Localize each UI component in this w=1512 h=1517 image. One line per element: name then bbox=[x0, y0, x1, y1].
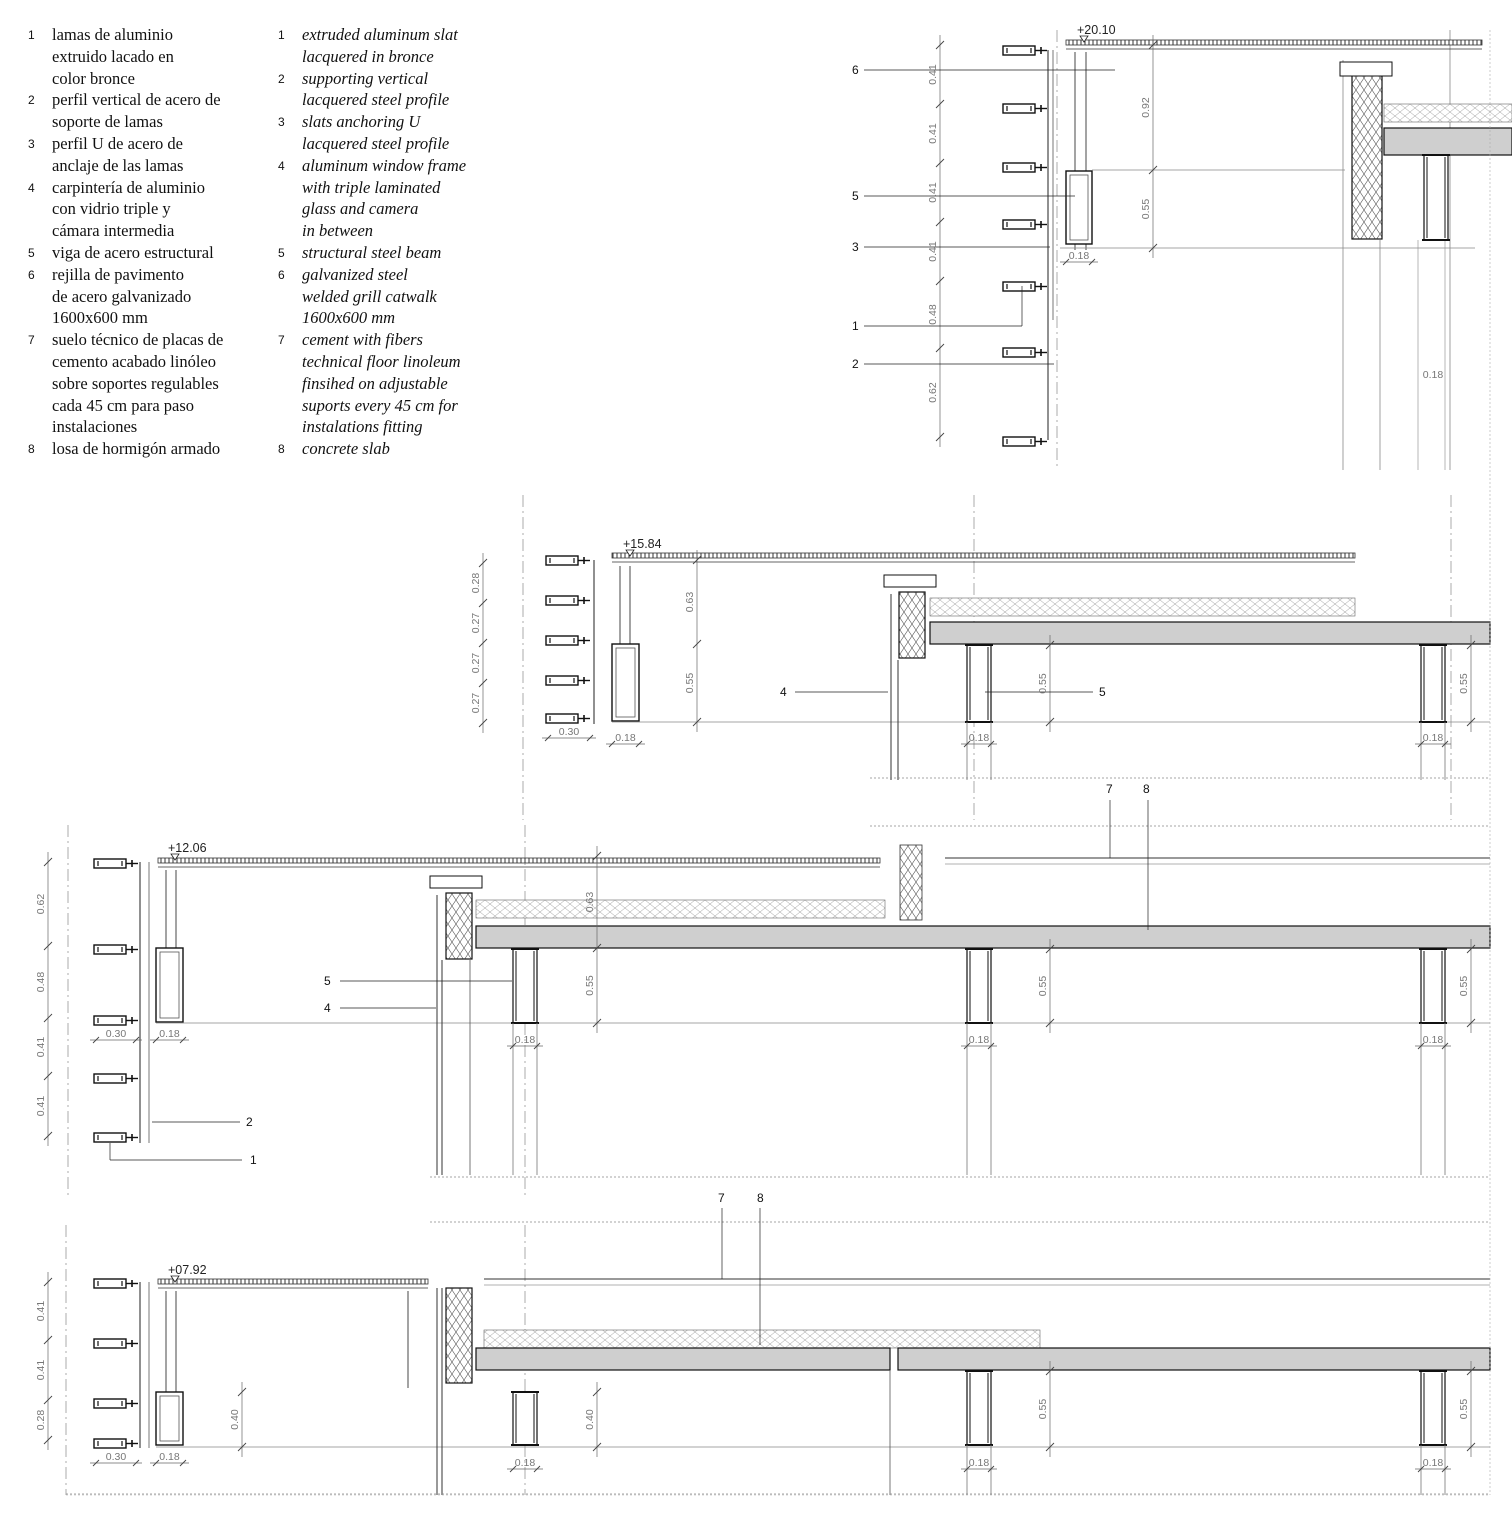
legend-line: cada 45 cm para paso bbox=[52, 395, 195, 415]
steel-beam bbox=[1421, 645, 1445, 722]
legend-number: 2 bbox=[278, 71, 285, 86]
legend-line: lacquered steel profile bbox=[302, 90, 450, 110]
legend-line: suports every 45 cm for bbox=[302, 395, 458, 415]
grill-catwalk bbox=[158, 1279, 428, 1284]
dim-label-s1: 0.48 bbox=[927, 304, 939, 325]
dim-label-s3: 0.62 bbox=[35, 893, 47, 915]
dim-label-s4: 0.55 bbox=[1037, 1398, 1049, 1420]
legend-number: 1 bbox=[278, 28, 285, 42]
parapet-cap bbox=[884, 575, 936, 587]
concrete-slab bbox=[898, 1348, 1490, 1370]
dim-label-s2: 0.27 bbox=[470, 652, 482, 674]
dim-label-s2: 0.55 bbox=[684, 672, 696, 694]
aluminum-slat bbox=[94, 1133, 126, 1142]
legend-number: 8 bbox=[28, 442, 35, 457]
section-linework bbox=[44, 30, 1512, 1495]
legend-line: instalaciones bbox=[52, 417, 138, 437]
legend-line: with triple laminated bbox=[302, 177, 441, 197]
dim-label-s3: 0.48 bbox=[35, 971, 47, 993]
legend-number: 3 bbox=[28, 136, 35, 151]
dim-label-s1: 0.55 bbox=[1140, 198, 1152, 220]
insulated-upstand bbox=[446, 893, 472, 959]
dim-label-s4: 0.28 bbox=[35, 1409, 47, 1431]
dim-label-s1: 0.41 bbox=[927, 123, 939, 144]
dim-label-s1: 0.18 bbox=[1422, 369, 1444, 381]
concrete-slab bbox=[930, 622, 1490, 644]
parapet-cap bbox=[430, 876, 482, 888]
legend-line: welded grill catwalk bbox=[302, 286, 437, 306]
technical-floor bbox=[930, 598, 1355, 616]
dim-label-s4: 0.18 bbox=[968, 1457, 990, 1469]
insulated-parapet bbox=[1352, 74, 1382, 239]
legend-line: 1600x600 mm bbox=[302, 308, 396, 328]
concrete-slab bbox=[1384, 128, 1512, 155]
dim-label-s2: 0.63 bbox=[684, 591, 696, 613]
legend-number: 7 bbox=[278, 333, 285, 348]
steel-beam bbox=[967, 949, 991, 1023]
aluminum-slat bbox=[1003, 46, 1035, 55]
aluminum-slat bbox=[1003, 220, 1035, 229]
insulated-panel bbox=[900, 845, 922, 920]
legend-line: lacquered in bronce bbox=[302, 46, 434, 66]
legend-line: cámara intermedia bbox=[52, 221, 175, 241]
dim-label-s4: 0.41 bbox=[35, 1300, 47, 1322]
legend-line: anclaje de las lamas bbox=[52, 155, 184, 175]
legend-line: de acero galvanizado bbox=[52, 286, 192, 306]
dim-label-s3: 0.18 bbox=[514, 1034, 536, 1046]
aluminum-slat bbox=[94, 1279, 126, 1288]
legend-line: 1600x600 mm bbox=[52, 308, 148, 328]
legend-line: soporte de lamas bbox=[52, 112, 163, 132]
aluminum-slat bbox=[546, 676, 578, 685]
legend-number: 4 bbox=[28, 180, 35, 195]
elevation-s4: +07.92 bbox=[168, 1263, 207, 1277]
legend-line: losa de hormigón armado bbox=[52, 439, 221, 459]
legend-number: 2 bbox=[28, 93, 35, 108]
aluminum-slat bbox=[1003, 282, 1035, 291]
aluminum-slat bbox=[1003, 104, 1035, 113]
dim-label-s3: 0.63 bbox=[584, 891, 596, 913]
legend-line: galvanized steel bbox=[302, 264, 408, 284]
technical-floor bbox=[484, 1330, 1040, 1348]
dim-label-s4: 0.18 bbox=[159, 1451, 180, 1463]
dim-label-s1: 0.41 bbox=[927, 241, 939, 262]
legend-line: sobre soportes regulables bbox=[52, 373, 219, 393]
legend-number: 6 bbox=[278, 267, 285, 282]
roof-build-up bbox=[1384, 104, 1512, 122]
dim-label-s1: 0.18 bbox=[1068, 250, 1090, 262]
legend-line: extruido lacado en bbox=[52, 46, 174, 66]
callout-3: 3 bbox=[852, 240, 859, 254]
dim-label-s4: 0.18 bbox=[514, 1457, 536, 1469]
elevation-s1: +20.10 bbox=[1077, 23, 1116, 37]
steel-beam bbox=[513, 1392, 537, 1445]
dim-label-s4: 0.41 bbox=[35, 1359, 47, 1381]
dim-label-s2: 0.30 bbox=[558, 726, 580, 738]
legend-line: finsihed on adjustable bbox=[302, 373, 448, 393]
dim-label-s3: 0.55 bbox=[1037, 975, 1049, 997]
aluminum-slat bbox=[94, 1439, 126, 1448]
callout-8: 8 bbox=[1143, 782, 1150, 796]
steel-beam bbox=[1421, 949, 1445, 1023]
dim-label-s3: 0.55 bbox=[1458, 975, 1470, 997]
legend-line: carpintería de aluminio bbox=[52, 177, 206, 197]
callout-1: 1 bbox=[250, 1153, 257, 1167]
aluminum-slat bbox=[94, 1016, 126, 1025]
legend-line: lamas de aluminio bbox=[52, 25, 173, 44]
legend-line: rejilla de pavimento bbox=[52, 264, 184, 284]
aluminum-slat bbox=[546, 636, 578, 645]
steel-beam bbox=[1424, 155, 1448, 240]
legend-number: 3 bbox=[278, 115, 285, 130]
steel-beam bbox=[1421, 1371, 1445, 1445]
legend-line: technical floor linoleum bbox=[302, 351, 461, 371]
elevation-s3: +12.06 bbox=[168, 841, 207, 855]
legend-line: perfil U de acero de bbox=[52, 133, 184, 153]
legend-number: 5 bbox=[278, 245, 285, 260]
callout-5: 5 bbox=[852, 189, 859, 203]
dim-label-s2: 0.27 bbox=[470, 692, 482, 714]
steel-beam bbox=[513, 949, 537, 1023]
aluminum-slat bbox=[546, 596, 578, 605]
dim-label-s3: 0.18 bbox=[159, 1028, 180, 1040]
legend-line: color bronce bbox=[52, 68, 135, 88]
legend-line: con vidrio triple y bbox=[52, 199, 171, 219]
legend-line: viga de acero estructural bbox=[52, 242, 214, 262]
legend-number: 4 bbox=[278, 158, 285, 173]
aluminum-slat bbox=[94, 1074, 126, 1083]
legend-line: cemento acabado linóleo bbox=[52, 351, 217, 371]
aluminum-slat bbox=[546, 556, 578, 565]
legend-line: lacquered steel profile bbox=[302, 133, 450, 153]
dim-label-s2: 0.55 bbox=[1037, 673, 1049, 694]
dim-label-s2: 0.18 bbox=[968, 732, 990, 744]
concrete-slab bbox=[476, 1348, 890, 1370]
grill-catwalk bbox=[612, 553, 1355, 558]
legend-number: 8 bbox=[278, 442, 285, 457]
dim-label-s4: 0.40 bbox=[229, 1409, 241, 1430]
dim-label-s2: 0.18 bbox=[1422, 732, 1444, 744]
aluminum-slat bbox=[1003, 437, 1035, 446]
callout-4: 4 bbox=[324, 1001, 331, 1015]
aluminum-slat bbox=[546, 714, 578, 723]
dim-label-s3: 0.30 bbox=[105, 1028, 127, 1040]
dim-label-s3: 0.18 bbox=[968, 1034, 990, 1046]
technical-floor bbox=[476, 900, 885, 918]
callout-6: 6 bbox=[852, 63, 859, 77]
dim-label-s2: 0.27 bbox=[470, 612, 482, 634]
callout-1: 1 bbox=[852, 319, 859, 333]
callout-8: 8 bbox=[757, 1191, 764, 1205]
callout-7: 7 bbox=[718, 1191, 725, 1205]
dim-label-s4: 0.40 bbox=[584, 1409, 596, 1430]
legend-line: concrete slab bbox=[302, 439, 390, 459]
dim-label-s4: 0.18 bbox=[1422, 1457, 1444, 1469]
dim-label-s4: 0.55 bbox=[1458, 1398, 1470, 1420]
aluminum-slat bbox=[1003, 348, 1035, 357]
dim-label-s3: 0.18 bbox=[1422, 1034, 1444, 1046]
legend-line: suelo técnico de placas de bbox=[52, 330, 224, 350]
insulated-upstand bbox=[446, 1288, 472, 1383]
dim-label-s2: 0.55 bbox=[1458, 673, 1470, 694]
insulated-upstand bbox=[899, 592, 925, 658]
dim-label-s3: 0.41 bbox=[35, 1095, 47, 1117]
dim-label-s1: 0.41 bbox=[927, 182, 939, 203]
legend-line: perfil vertical de acero de bbox=[52, 90, 221, 110]
aluminum-slat bbox=[94, 1399, 126, 1408]
legend-number: 6 bbox=[28, 267, 35, 282]
dim-label-s4: 0.30 bbox=[105, 1451, 127, 1463]
legend-line: cement with fibers bbox=[302, 330, 423, 350]
grill-catwalk bbox=[1066, 40, 1482, 45]
dim-label-s3: 0.55 bbox=[584, 975, 596, 996]
legend-number: 7 bbox=[28, 333, 35, 348]
concrete-slab bbox=[476, 926, 1490, 948]
aluminum-slat bbox=[94, 859, 126, 868]
section-labels bbox=[35, 23, 1470, 1469]
dim-label-s3: 0.41 bbox=[35, 1036, 47, 1058]
callout-5: 5 bbox=[324, 974, 331, 988]
legend-line: in between bbox=[302, 221, 374, 241]
steel-beam bbox=[967, 645, 991, 722]
legend-line: structural steel beam bbox=[302, 242, 442, 262]
aluminum-slat bbox=[1003, 163, 1035, 172]
dim-label-s1: 0.62 bbox=[927, 382, 939, 403]
legend-line: supporting vertical bbox=[302, 68, 429, 88]
callout-2: 2 bbox=[246, 1115, 253, 1129]
aluminum-slat bbox=[94, 1339, 126, 1348]
steel-beam bbox=[967, 1371, 991, 1445]
legend-number: 1 bbox=[28, 28, 35, 42]
callout-5: 5 bbox=[1099, 685, 1106, 699]
legend-line: glass and camera bbox=[302, 199, 419, 219]
legend-number: 5 bbox=[28, 245, 35, 260]
dim-label-s1: 0.41 bbox=[927, 64, 939, 85]
dim-label-s2: 0.28 bbox=[470, 572, 482, 594]
callout-2: 2 bbox=[852, 357, 859, 371]
legend-line: instalations fitting bbox=[302, 417, 423, 437]
dim-label-s2: 0.18 bbox=[615, 732, 636, 744]
elevation-s2: +15.84 bbox=[623, 537, 662, 551]
legend-line: extruded aluminum slat bbox=[302, 25, 458, 44]
callout-7: 7 bbox=[1106, 782, 1113, 796]
legend-line: slats anchoring U bbox=[302, 112, 421, 132]
callout-4: 4 bbox=[780, 685, 787, 699]
dim-label-s1: 0.92 bbox=[1140, 97, 1152, 118]
legend-line: aluminum window frame bbox=[302, 155, 467, 175]
aluminum-slat bbox=[94, 945, 126, 954]
parapet-cap bbox=[1340, 62, 1392, 76]
grill-catwalk bbox=[158, 858, 880, 863]
